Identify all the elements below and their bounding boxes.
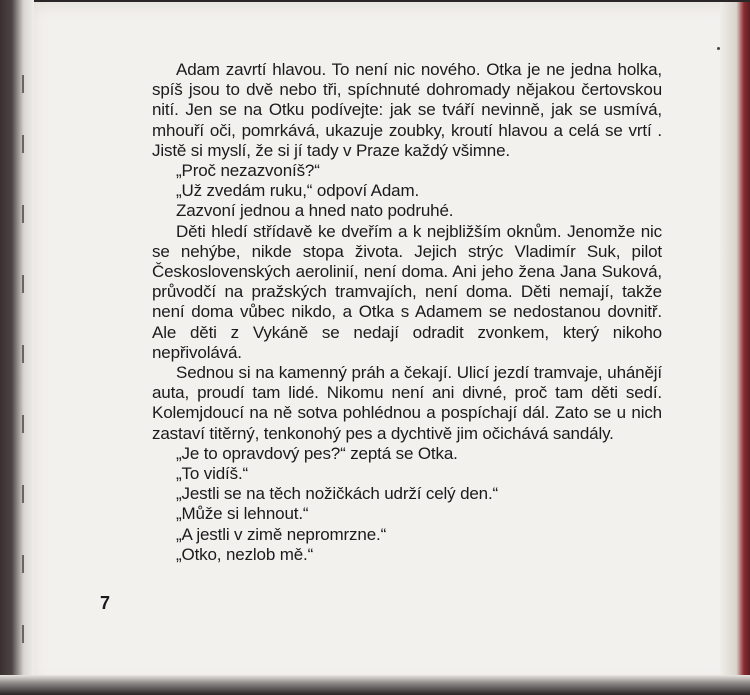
binding-stitch bbox=[22, 485, 24, 503]
binding-stitch bbox=[22, 205, 24, 223]
paper-speck bbox=[717, 47, 720, 50]
paragraph-1: Adam zavrtí hlavou. To není nic nového. Otka je ne jedna holka, spíš jsou to dvě nebo tři, spíchnuté dohromady nějakou čertovskou nití. Jen se na Otku podívejte: jak se tváří nevinně, jak se usmívá, mhouří oči, pomrkává, ukazuje zoubky, kroutí hlavou a celá se vrtí . Jistě si myslí, že si jí tady v Praze každý všimne. bbox=[152, 60, 662, 160]
binding-stitch bbox=[22, 555, 24, 573]
book-spine bbox=[0, 0, 34, 695]
page-number: 7 bbox=[100, 593, 111, 613]
paragraph-11: „A jestli v zimě nepromrzne.“ bbox=[176, 524, 387, 544]
paragraph-4: Zazvoní jednou a hned nato podruhé. bbox=[176, 201, 454, 221]
paragraph-5: Děti hledí střídavě ke dveřím a k nejbližším oknům. Jenomže nic se nehýbe, nikde stopa života. Jejich strýc Vladimír Suk, pilot Československých aerolinií, není doma. Ani jeho žena Jana Suková, průvodčí na pražských tramvajích, není doma. Děti nemají, takže není doma vůbec nikdo, a Otka s Adamem se nedostanou dovnitř. Ale děti z Vykáně se nedají odradit zvonkem, který nikoho nepřivolává. bbox=[152, 221, 662, 362]
paragraph-7: „Je to opravdový pes?“ zeptá se Otka. bbox=[176, 443, 458, 463]
binding-stitch bbox=[22, 275, 24, 293]
binding-stitch bbox=[22, 135, 24, 153]
body-text bbox=[152, 60, 662, 565]
paragraph-3: „Už zvedám ruku,“ odpoví Adam. bbox=[176, 181, 420, 201]
binding-stitch bbox=[22, 345, 24, 363]
page-edge-right bbox=[720, 2, 750, 686]
paragraph-6: Sednou si na kamenný práh a čekají. Ulicí jezdí tramvaje, uhánějí auta, proudí tam lidé. Nikomu není ani divné, proč tam děti sedí. Kolemjdoucí na ně sotva pohlédnou a pospíchají dál. Zato se u nich zastaví titěrný, tenkonohý pes a dychtivě jim očichává sandály. bbox=[152, 363, 662, 443]
page-edge-bottom bbox=[0, 675, 750, 695]
paragraph-9: „Jestli se na těch nožičkách udrží celý den.“ bbox=[176, 484, 499, 504]
binding-stitch bbox=[22, 625, 24, 643]
paragraph-8: „To vidíš.“ bbox=[176, 464, 249, 484]
paragraph-12: „Otko, nezlob mě.“ bbox=[176, 544, 314, 564]
paragraph-2: „Proč nezazvoníš?“ bbox=[176, 161, 320, 181]
binding-stitch bbox=[22, 415, 24, 433]
binding-stitch bbox=[22, 75, 24, 93]
paragraph-10: „Může si lehnout.“ bbox=[176, 504, 309, 524]
